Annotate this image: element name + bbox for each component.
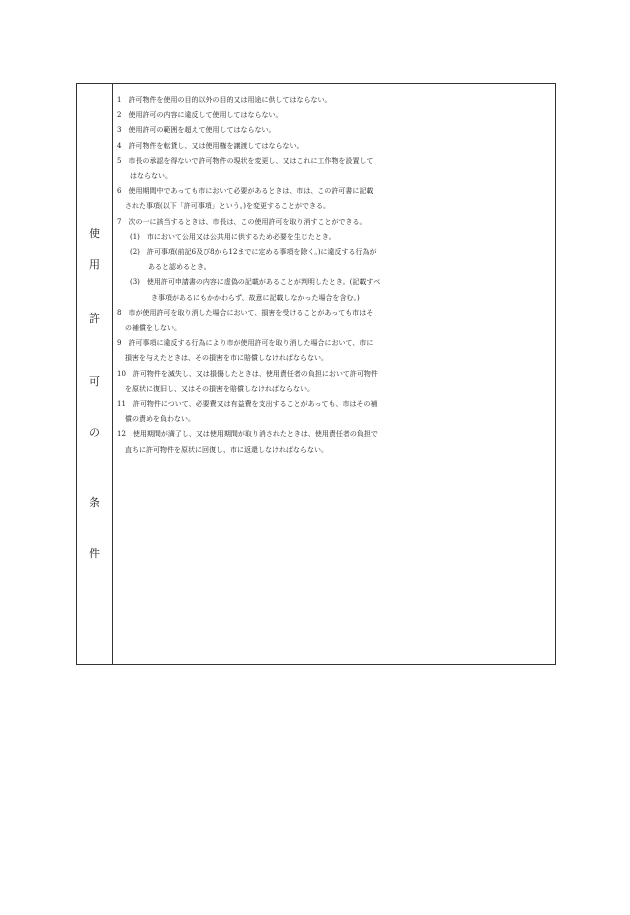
row-label-char: 許 xyxy=(89,312,100,325)
condition-line: された事項(以下「許可事項」という。)を変更することができる。 xyxy=(125,202,330,211)
row-label-char: 用 xyxy=(89,258,100,271)
condition-line: 12 使用期間が満了し、又は使用期間が取り消されたときは、使用責任者の負担で xyxy=(117,430,378,439)
row-label-char: 使 xyxy=(89,227,100,240)
condition-line: 5 市長の承認を得ないで許可物件の現状を変更し、又はこれに工作物を設置して xyxy=(117,156,374,165)
condition-line: 3 使用許可の範囲を超えて使用してはならない。 xyxy=(117,126,276,135)
condition-line: を原状に復旧し、又はその損害を賠償しなければならない。 xyxy=(125,384,314,393)
row-label-char: 可 xyxy=(89,375,100,388)
row-label-column xyxy=(77,84,113,664)
row-label-char: 条 xyxy=(89,496,100,509)
condition-line: の補償をしない。 xyxy=(125,324,181,333)
condition-line: 損害を与えたときは、その損害を市に賠償しなければならない。 xyxy=(125,354,328,363)
condition-line: 7 次の一に該当するときは、市長は、この使用許可を取り消すことができる。 xyxy=(117,217,367,226)
condition-line: 直ちに許可物件を原状に回復し、市に返還しなければならない。 xyxy=(125,445,328,454)
condition-line: 8 市が使用許可を取り消した場合において、損害を受けることがあっても市はそ xyxy=(117,308,374,317)
conditions-table xyxy=(76,83,556,665)
condition-line: 11 許可物件について、必要費又は有益費を支出することがあっても、市はその補 xyxy=(117,400,378,409)
condition-line: (2) 許可事項(前記6及び8から12までに定める事項を除く。)に違反する行為が xyxy=(130,248,377,257)
condition-line: 10 許可物件を滅失し、又は損傷したときは、使用責任者の負担において許可物件 xyxy=(117,369,378,378)
row-label-char: の xyxy=(89,426,100,439)
condition-line: はならない。 xyxy=(130,172,172,181)
condition-line: 償の責めを負わない。 xyxy=(125,415,195,424)
condition-line: 4 許可物件を転貸し、又は使用権を譲渡してはならない。 xyxy=(117,141,304,150)
condition-line: き事項があるにもかかわらず、故意に記載しなかった場合を含む。) xyxy=(151,293,360,302)
conditions-content xyxy=(113,84,555,664)
condition-line: 1 許可物件を使用の目的以外の目的又は用途に供してはならない。 xyxy=(117,96,332,104)
condition-line: 2 使用許可の内容に違反して使用してはならない。 xyxy=(117,111,283,120)
condition-line: 9 許可事項に違反する行為により市が使用許可を取り消した場合において、市に xyxy=(117,339,374,348)
row-label-char: 件 xyxy=(89,547,100,560)
condition-line: あると認めるとき。 xyxy=(148,263,211,272)
condition-line: (3) 使用許可申請書の内容に虚偽の記載があることが判明したとき。(記載すべ xyxy=(130,278,381,287)
condition-line: 6 使用期間中であっても市において必要があるときは、市は、この許可書に記載 xyxy=(117,187,374,196)
condition-line: (1) 市において公用又は公共用に供するため必要を生じたとき。 xyxy=(130,232,336,241)
